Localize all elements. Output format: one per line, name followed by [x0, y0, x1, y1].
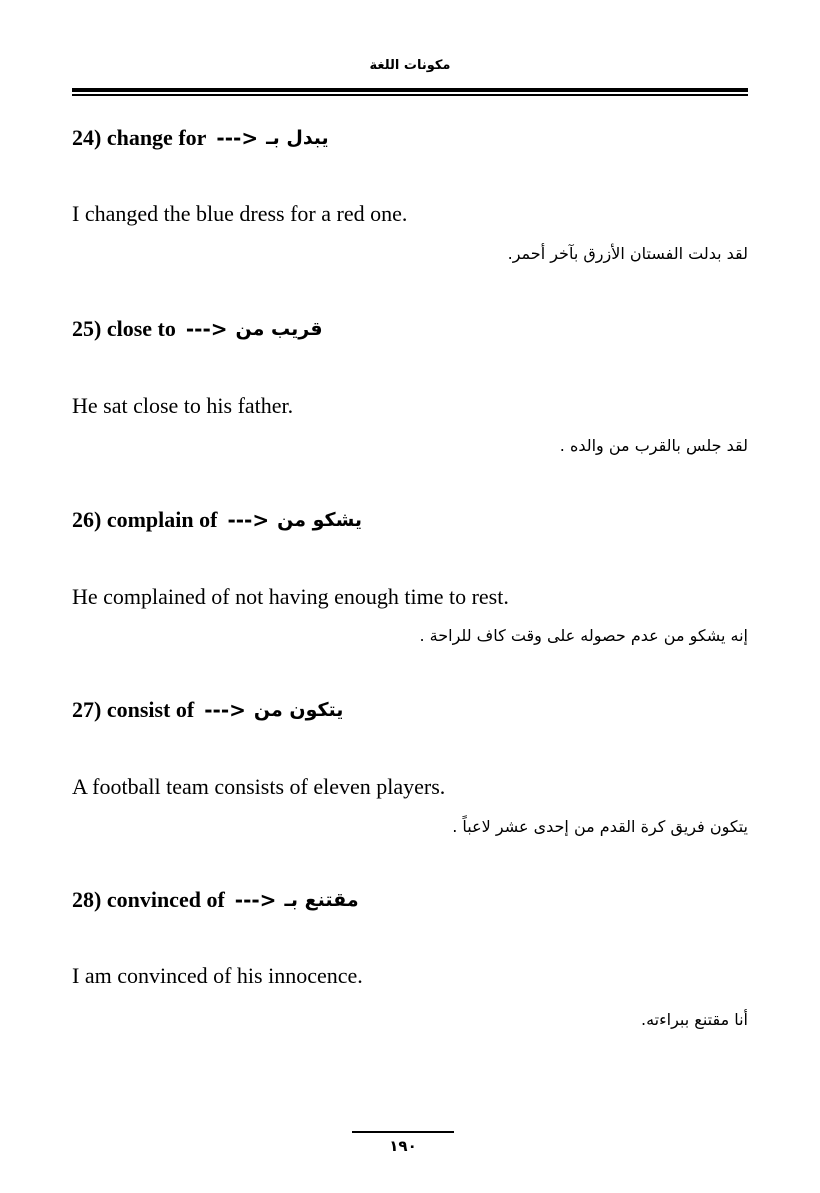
page-number: ١٩٠ — [389, 1137, 417, 1155]
header-title: مكونات اللغة — [369, 58, 451, 73]
arabic-term: يبدل بـ — [266, 127, 329, 149]
arabic-term: يتكون من — [253, 699, 344, 721]
arabic-term: يشكو من — [277, 509, 363, 531]
example-arabic: أنا مقتنع ببراءته. — [641, 1010, 748, 1029]
header-rule-thick — [72, 88, 748, 92]
example-english: I am convinced of his innocence. — [72, 963, 363, 988]
arrow-icon: ---> — [185, 317, 228, 341]
entry-heading — [72, 507, 362, 533]
footer-rule — [352, 1131, 454, 1133]
header-rule-thin — [72, 94, 748, 96]
example-english: He sat close to his father. — [72, 393, 294, 418]
entry-heading — [72, 697, 343, 723]
arrow-icon: ---> — [227, 508, 270, 532]
example-arabic: إنه يشكو من عدم حصوله على وقت كاف للراحة . — [419, 626, 748, 645]
example-english: I changed the blue dress for a red one. — [72, 201, 408, 226]
term: 26) complain of — [72, 507, 218, 532]
entry-heading — [72, 887, 359, 913]
entry-heading — [72, 125, 329, 151]
term: 27) consist of — [72, 697, 195, 722]
arabic-term: مقتنع بـ — [284, 889, 359, 911]
example-arabic: لقد بدلت الفستان الأزرق بآخر أحمر. — [507, 244, 748, 263]
arabic-term: قريب من — [235, 318, 323, 340]
term: 24) change for — [72, 125, 207, 150]
arrow-icon: ---> — [204, 698, 246, 722]
example-english: A football team consists of eleven players. — [72, 774, 446, 799]
example-english: He complained of not having enough time to rest. — [72, 584, 509, 609]
term: 25) close to — [72, 316, 176, 341]
arrow-icon: ---> — [234, 888, 277, 912]
arrow-icon: ---> — [216, 126, 259, 150]
term: 28) convinced of — [72, 887, 225, 912]
example-arabic: لقد جلس بالقرب من والده . — [559, 436, 748, 455]
entry-heading — [72, 316, 323, 342]
example-arabic: يتكون فريق كرة القدم من إحدى عشر لاعباً . — [452, 817, 748, 836]
